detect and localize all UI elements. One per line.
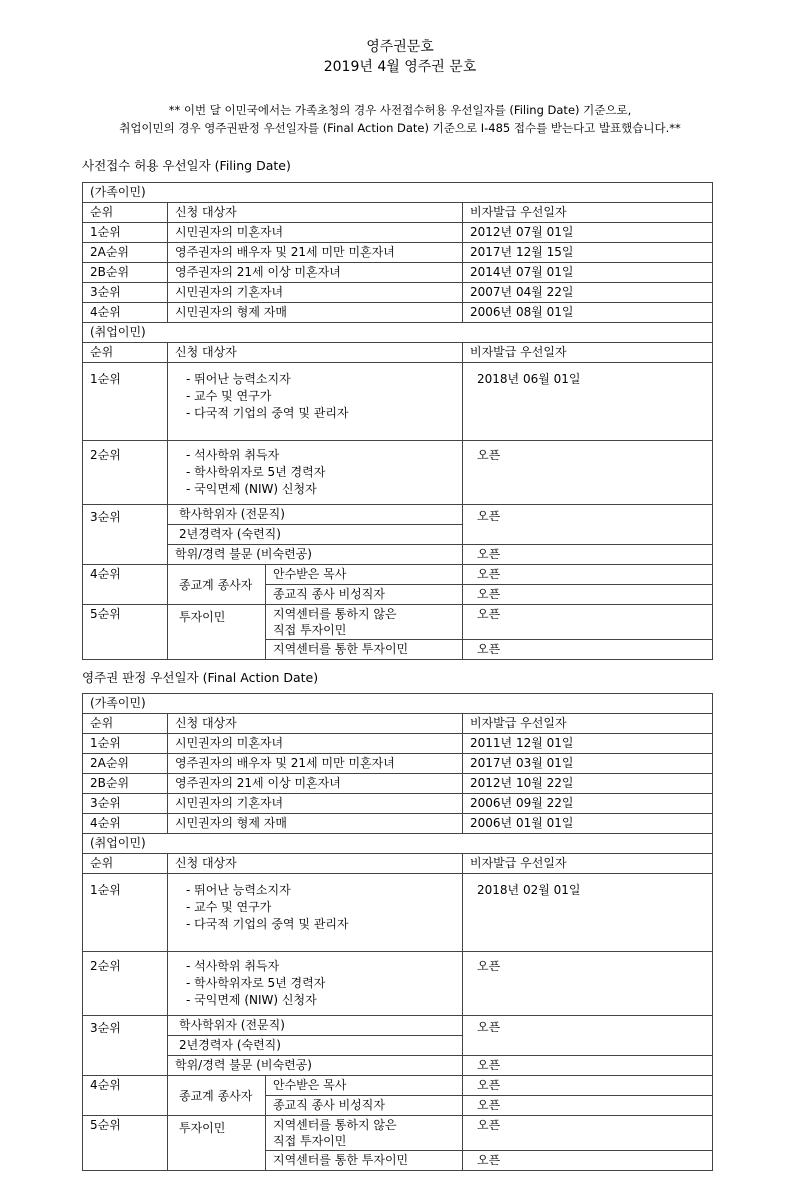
emp1-date: 2018년 06월 01일 xyxy=(463,363,713,441)
emp5-regional-date: 오픈 xyxy=(463,1151,713,1171)
priority-date-table xyxy=(82,182,713,660)
emp4-minister: 안수받은 목사 xyxy=(266,565,463,585)
table-row-rank: 1순위 xyxy=(83,223,168,243)
employment-label: (취업이민) xyxy=(83,834,713,854)
table-row-date: 2011년 12월 01일 xyxy=(463,734,713,754)
table-row-date: 2017년 03월 01일 xyxy=(463,754,713,774)
table-row-rank: 4순위 xyxy=(83,814,168,834)
emp5-direct-line: 직접 투자이민 xyxy=(273,623,347,637)
emp1-item: - 뛰어난 능력소지자 xyxy=(186,372,291,386)
col-rank-header: 순위 xyxy=(83,203,168,223)
emp2-item: - 석사학위 취득자 xyxy=(186,448,280,462)
table-row-date: 2006년 01월 01일 xyxy=(463,814,713,834)
emp4-religious-worker: 종교직 종사 비성직자 xyxy=(266,585,463,605)
emp3-professional: 학사학위자 (전문직) xyxy=(168,505,463,525)
table-row-rank: 2A순위 xyxy=(83,754,168,774)
col-rank-header: 순위 xyxy=(83,854,168,874)
col-date-header: 비자발급 우선일자 xyxy=(463,343,713,363)
col-applicant-header: 신청 대상자 xyxy=(168,714,463,734)
emp2-item: - 국익면제 (NIW) 신청자 xyxy=(186,993,317,1007)
emp1-date: 2018년 02월 01일 xyxy=(463,874,713,952)
emp4-minister-date: 오픈 xyxy=(463,1076,713,1096)
table-row-rank: 3순위 xyxy=(83,283,168,303)
employment-label: (취업이민) xyxy=(83,323,713,343)
emp4-minister: 안수받은 목사 xyxy=(266,1076,463,1096)
emp2-applicants xyxy=(168,952,463,1016)
section-heading: 사전접수 허용 우선일자 (Filing Date) xyxy=(82,158,291,173)
emp5-rank: 5순위 xyxy=(83,605,168,660)
emp5-direct-investment xyxy=(266,1116,463,1151)
emp5-direct-line: 지역센터를 통하지 않은 xyxy=(273,1118,397,1132)
emp1-item: - 뛰어난 능력소지자 xyxy=(186,883,291,897)
page-subtitle: 2019년 4월 영주권 문호 xyxy=(323,59,477,75)
emp1-rank: 1순위 xyxy=(83,874,168,952)
emp3-skilled: 2년경력자 (숙련직) xyxy=(168,1036,463,1056)
emp3-unskilled: 학위/경력 불문 (비숙련공) xyxy=(168,545,463,565)
emp2-item: - 국익면제 (NIW) 신청자 xyxy=(186,482,317,496)
emp4-group: 종교계 종사자 xyxy=(168,1076,266,1116)
table-row-date: 2007년 04월 22일 xyxy=(463,283,713,303)
table-row-applicant: 시민권자의 기혼자녀 xyxy=(168,283,463,303)
emp5-group: 투자이민 xyxy=(168,605,266,660)
emp3-unskilled: 학위/경력 불문 (비숙련공) xyxy=(168,1056,463,1076)
col-date-header: 비자발급 우선일자 xyxy=(463,203,713,223)
emp5-direct-line: 지역센터를 통하지 않은 xyxy=(273,607,397,621)
emp5-direct-date: 오픈 xyxy=(463,605,713,640)
col-date-header: 비자발급 우선일자 xyxy=(463,714,713,734)
emp1-applicants xyxy=(168,874,463,952)
emp5-direct-date: 오픈 xyxy=(463,1116,713,1151)
table-row-applicant: 영주권자의 배우자 및 21세 미만 미혼자녀 xyxy=(168,754,463,774)
table-row-rank: 2B순위 xyxy=(83,774,168,794)
family-label: (가족이민) xyxy=(83,183,713,203)
emp3-unskilled-date: 오픈 xyxy=(463,545,713,565)
emp5-regional-center: 지역센터를 통한 투자이민 xyxy=(266,1151,463,1171)
emp1-rank: 1순위 xyxy=(83,363,168,441)
table-row-rank: 2A순위 xyxy=(83,243,168,263)
emp5-group: 투자이민 xyxy=(168,1116,266,1171)
family-label: (가족이민) xyxy=(83,694,713,714)
page-title: 영주권문호 xyxy=(366,39,434,55)
emp3-rank: 3순위 xyxy=(83,505,168,565)
emp5-regional-date: 오픈 xyxy=(463,640,713,660)
table-row-applicant: 영주권자의 배우자 및 21세 미만 미혼자녀 xyxy=(168,243,463,263)
emp4-group: 종교계 종사자 xyxy=(168,565,266,605)
emp4-rank: 4순위 xyxy=(83,565,168,605)
emp2-item: - 석사학위 취득자 xyxy=(186,959,280,973)
emp1-item: - 교수 및 연구가 xyxy=(186,900,272,914)
table-row-applicant: 영주권자의 21세 이상 미혼자녀 xyxy=(168,263,463,283)
table-row-applicant: 시민권자의 기혼자녀 xyxy=(168,794,463,814)
table-row-date: 2012년 10월 22일 xyxy=(463,774,713,794)
emp2-rank: 2순위 xyxy=(83,952,168,1016)
emp3-date: 오픈 xyxy=(463,1016,713,1056)
table-row-rank: 3순위 xyxy=(83,794,168,814)
emp4-religious-worker-date: 오픈 xyxy=(463,585,713,605)
emp5-direct-line: 직접 투자이민 xyxy=(273,1134,347,1148)
emp4-rank: 4순위 xyxy=(83,1076,168,1116)
table-row-rank: 1순위 xyxy=(83,734,168,754)
emp1-item: - 교수 및 연구가 xyxy=(186,389,272,403)
emp3-date: 오픈 xyxy=(463,505,713,545)
emp3-unskilled-date: 오픈 xyxy=(463,1056,713,1076)
notice-line-2: 취업이민의 경우 영주권판정 우선일자를 (Final Action Date) 기준으로 I-485 접수를 받는다고 발표했습니다.** xyxy=(119,121,681,135)
col-applicant-header: 신청 대상자 xyxy=(168,854,463,874)
emp3-rank: 3순위 xyxy=(83,1016,168,1076)
emp5-regional-center: 지역센터를 통한 투자이민 xyxy=(266,640,463,660)
emp2-rank: 2순위 xyxy=(83,441,168,505)
table-row-rank: 2B순위 xyxy=(83,263,168,283)
emp5-rank: 5순위 xyxy=(83,1116,168,1171)
emp2-date: 오픈 xyxy=(463,441,713,505)
section-heading: 영주권 판정 우선일자 (Final Action Date) xyxy=(82,670,319,685)
emp5-direct-investment xyxy=(266,605,463,640)
col-date-header: 비자발급 우선일자 xyxy=(463,854,713,874)
table-row-applicant: 시민권자의 미혼자녀 xyxy=(168,734,463,754)
emp3-professional: 학사학위자 (전문직) xyxy=(168,1016,463,1036)
emp4-religious-worker-date: 오픈 xyxy=(463,1096,713,1116)
table-row-date: 2006년 09월 22일 xyxy=(463,794,713,814)
col-applicant-header: 신청 대상자 xyxy=(168,203,463,223)
emp4-religious-worker: 종교직 종사 비성직자 xyxy=(266,1096,463,1116)
table-row-date: 2017년 12월 15일 xyxy=(463,243,713,263)
col-rank-header: 순위 xyxy=(83,343,168,363)
emp2-item: - 학사학위자로 5년 경력자 xyxy=(186,976,326,990)
emp1-item: - 다국적 기업의 중역 및 관리자 xyxy=(186,406,349,420)
table-row-applicant: 영주권자의 21세 이상 미혼자녀 xyxy=(168,774,463,794)
emp2-applicants xyxy=(168,441,463,505)
table-row-applicant: 시민권자의 형제 자매 xyxy=(168,814,463,834)
table-row-date: 2012년 07월 01일 xyxy=(463,223,713,243)
emp1-item: - 다국적 기업의 중역 및 관리자 xyxy=(186,917,349,931)
table-row-applicant: 시민권자의 형제 자매 xyxy=(168,303,463,323)
table-row-date: 2014년 07월 01일 xyxy=(463,263,713,283)
table-row-applicant: 시민권자의 미혼자녀 xyxy=(168,223,463,243)
emp4-minister-date: 오픈 xyxy=(463,565,713,585)
notice-line-1: ** 이번 달 이민국에서는 가족초청의 경우 사전접수허용 우선일자를 (Filing Date) 기준으로, xyxy=(168,103,632,117)
emp2-date: 오픈 xyxy=(463,952,713,1016)
table-row-rank: 4순위 xyxy=(83,303,168,323)
emp2-item: - 학사학위자로 5년 경력자 xyxy=(186,465,326,479)
emp1-applicants xyxy=(168,363,463,441)
col-rank-header: 순위 xyxy=(83,714,168,734)
emp3-skilled: 2년경력자 (숙련직) xyxy=(168,525,463,545)
table-row-date: 2006년 08월 01일 xyxy=(463,303,713,323)
col-applicant-header: 신청 대상자 xyxy=(168,343,463,363)
priority-date-table xyxy=(82,693,713,1171)
